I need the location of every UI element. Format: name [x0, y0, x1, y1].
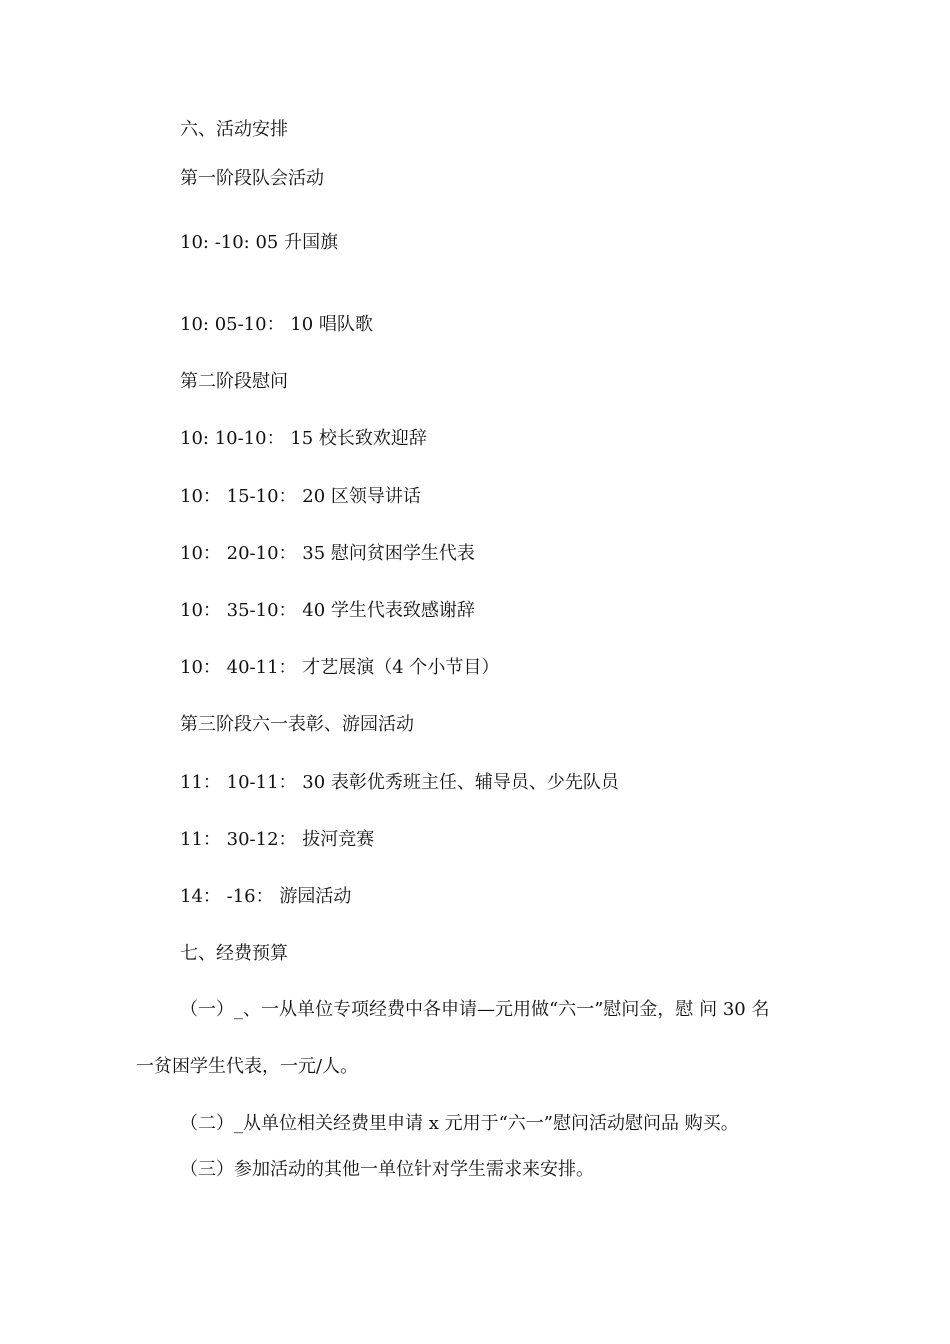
budget-item-1-line-2: 一贫困学生代表，一元/人。 [136, 1056, 359, 1077]
section-heading-activity: 六、活动安排 [180, 119, 288, 140]
budget-item-2: （二）_从单位相关经费里申请 x 元用于“六一”慰问活动慰问品 购买。 [180, 1113, 739, 1134]
schedule-item: 10： 15-10： 20 区领导讲话 [180, 486, 421, 507]
schedule-item: 10： 20-10： 35 慰问贫困学生代表 [180, 543, 475, 564]
schedule-item: 10： 35-10： 40 学生代表致感谢辞 [180, 600, 475, 621]
schedule-item: 11： 30-12： 拔河竞赛 [180, 829, 375, 850]
stage3-title: 第三阶段六一表彰、游园活动 [180, 714, 414, 735]
schedule-item: 11： 10-11： 30 表彰优秀班主任、辅导员、少先队员 [180, 772, 619, 793]
stage1-title: 第一阶段队会活动 [180, 168, 324, 189]
schedule-item: 10: 05-10： 10 唱队歌 [180, 314, 373, 335]
budget-item-3: （三）参加活动的其他一单位针对学生需求来安排。 [180, 1159, 594, 1180]
schedule-item: 10: 10-10： 15 校长致欢迎辞 [180, 428, 427, 449]
section-heading-budget: 七、经费预算 [180, 943, 288, 964]
schedule-item: 10： 40-11： 才艺展演（4 个小节目） [180, 657, 500, 678]
budget-item-1-line-1: （一）_、一从单位专项经费中各申请—元用做“六一”慰问金，慰 问 30 名 [180, 999, 770, 1020]
schedule-item: 10: -10: 05 升国旗 [180, 232, 339, 253]
stage2-title: 第二阶段慰问 [180, 371, 288, 392]
schedule-item: 14： -16： 游园活动 [180, 886, 352, 907]
